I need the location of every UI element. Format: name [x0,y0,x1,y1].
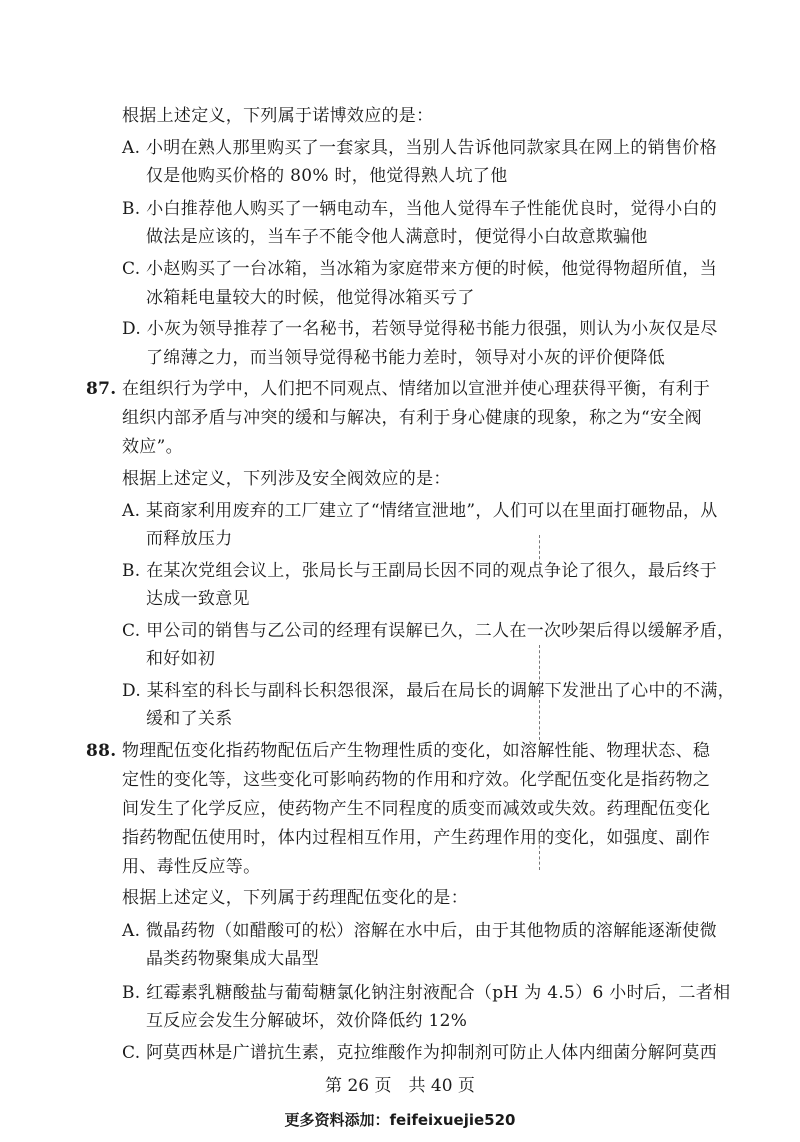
scan-fold-line [539,645,540,695]
q88-stem-line5: 用、毒性反应等。 [122,857,261,877]
q87-option-d-line1: D. 某科室的科长与副科长积怨很深，最后在局长的调解下发泄出了心中的不满， [122,681,735,701]
q88-option-a-line2: 晶类药物聚集成大晶型 [146,949,319,969]
q86-option-d-line1: D. 小灰为领导推荐了一名秘书，若领导觉得秘书能力很强，则认为小灰仅是尽 [122,319,718,339]
q86-prompt: 根据上述定义，下列属于诺博效应的是： [122,106,434,126]
q88-number: 88. [86,741,117,761]
q86-option-d-line2: 了绵薄之力，而当领导觉得秘书能力差时，领导对小灰的评价便降低 [146,348,665,368]
q86-option-b-line2: 做法是应该的，当车子不能令他人满意时，便觉得小白故意欺骗他 [146,227,648,247]
q87-option-a-line1: A. 某商家利用废弃的工厂建立了“情绪宣泄地”，人们可以在里面打砸物品，从 [122,501,718,521]
scan-fold-line [539,700,540,740]
q87-prompt: 根据上述定义，下列涉及安全阀效应的是： [122,469,451,489]
scan-fold-line [539,835,540,870]
q87-option-c-line2: 和好如初 [146,649,216,669]
q88-option-b-line2: 互反应会发生分解破坏，效价降低约 12% [146,1011,468,1031]
q88-stem-line1: 物理配伍变化指药物配伍后产生物理性质的变化，如溶解性能、物理状态、稳 [122,741,711,761]
scan-fold-line [539,535,540,575]
q87-number: 87. [86,379,117,399]
q87-option-c-line1: C. 甲公司的销售与乙公司的经理有误解已久，二人在一次吵架后得以缓解矛盾， [122,621,735,641]
q87-option-b-line2: 达成一致意见 [146,589,250,609]
q88-option-c-line1: C. 阿莫西林是广谱抗生素，克拉维酸作为抑制剂可防止人体内细菌分解阿莫西 [122,1043,718,1063]
q88-stem-line2: 定性的变化等，这些变化可影响药物的作用和疗效。化学配伍变化是指药物之 [122,770,711,790]
q87-option-a-line2: 而释放压力 [146,529,233,549]
q87-stem-line3: 效应”。 [122,437,183,457]
q88-stem-line4: 指药物配伍使用时，体内过程相互作用，产生药理作用的变化，如强度、副作 [122,828,711,848]
footer-note: 更多资料添加：feifeixuejie520 [284,1111,516,1129]
q87-option-b-line1: B. 在某次党组会议上，张局长与王副局长因不同的观点争论了很久，最后终于 [122,561,718,581]
q87-stem-line1: 在组织行为学中，人们把不同观点、情绪加以宣泄并使心理获得平衡，有利于 [122,379,711,399]
q86-option-a-line2: 仅是他购买价格的 80% 时，他觉得熟人坑了他 [146,166,508,186]
q86-option-a-line1: A. 小明在熟人那里购买了一套家具，当别人告诉他同款家具在网上的销售价格 [122,138,717,158]
q86-option-c-line2: 冰箱耗电量较大的时候，他觉得冰箱买亏了 [146,288,475,308]
q86-option-b-line1: B. 小白推荐他人购买了一辆电动车，当他人觉得车子性能优良时，觉得小白的 [122,199,718,219]
q88-option-a-line1: A. 微晶药物（如醋酸可的松）溶解在水中后，由于其他物质的溶解能逐渐使微 [122,921,717,941]
q88-prompt: 根据上述定义，下列属于药理配伍变化的是： [122,888,468,908]
q88-option-b-line1: B. 红霉素乳糖酸盐与葡萄糖氯化钠注射液配合（pH 为 4.5）6 小时后，二者相 [122,983,731,1003]
q87-stem-line2: 组织内部矛盾与冲突的缓和与解决，有利于身心健康的现象，称之为“安全阀 [122,408,702,428]
q86-option-c-line1: C. 小赵购买了一台冰箱，当冰箱为家庭带来方便的时候，他觉得物超所值，当 [122,259,718,279]
q88-stem-line3: 间发生了化学反应，使药物产生不同程度的质变而减效或失效。药理配伍变化 [122,799,711,819]
page-number: 第 26 页 共 40 页 [325,1076,475,1096]
q87-option-d-line2: 缓和了关系 [146,709,233,729]
